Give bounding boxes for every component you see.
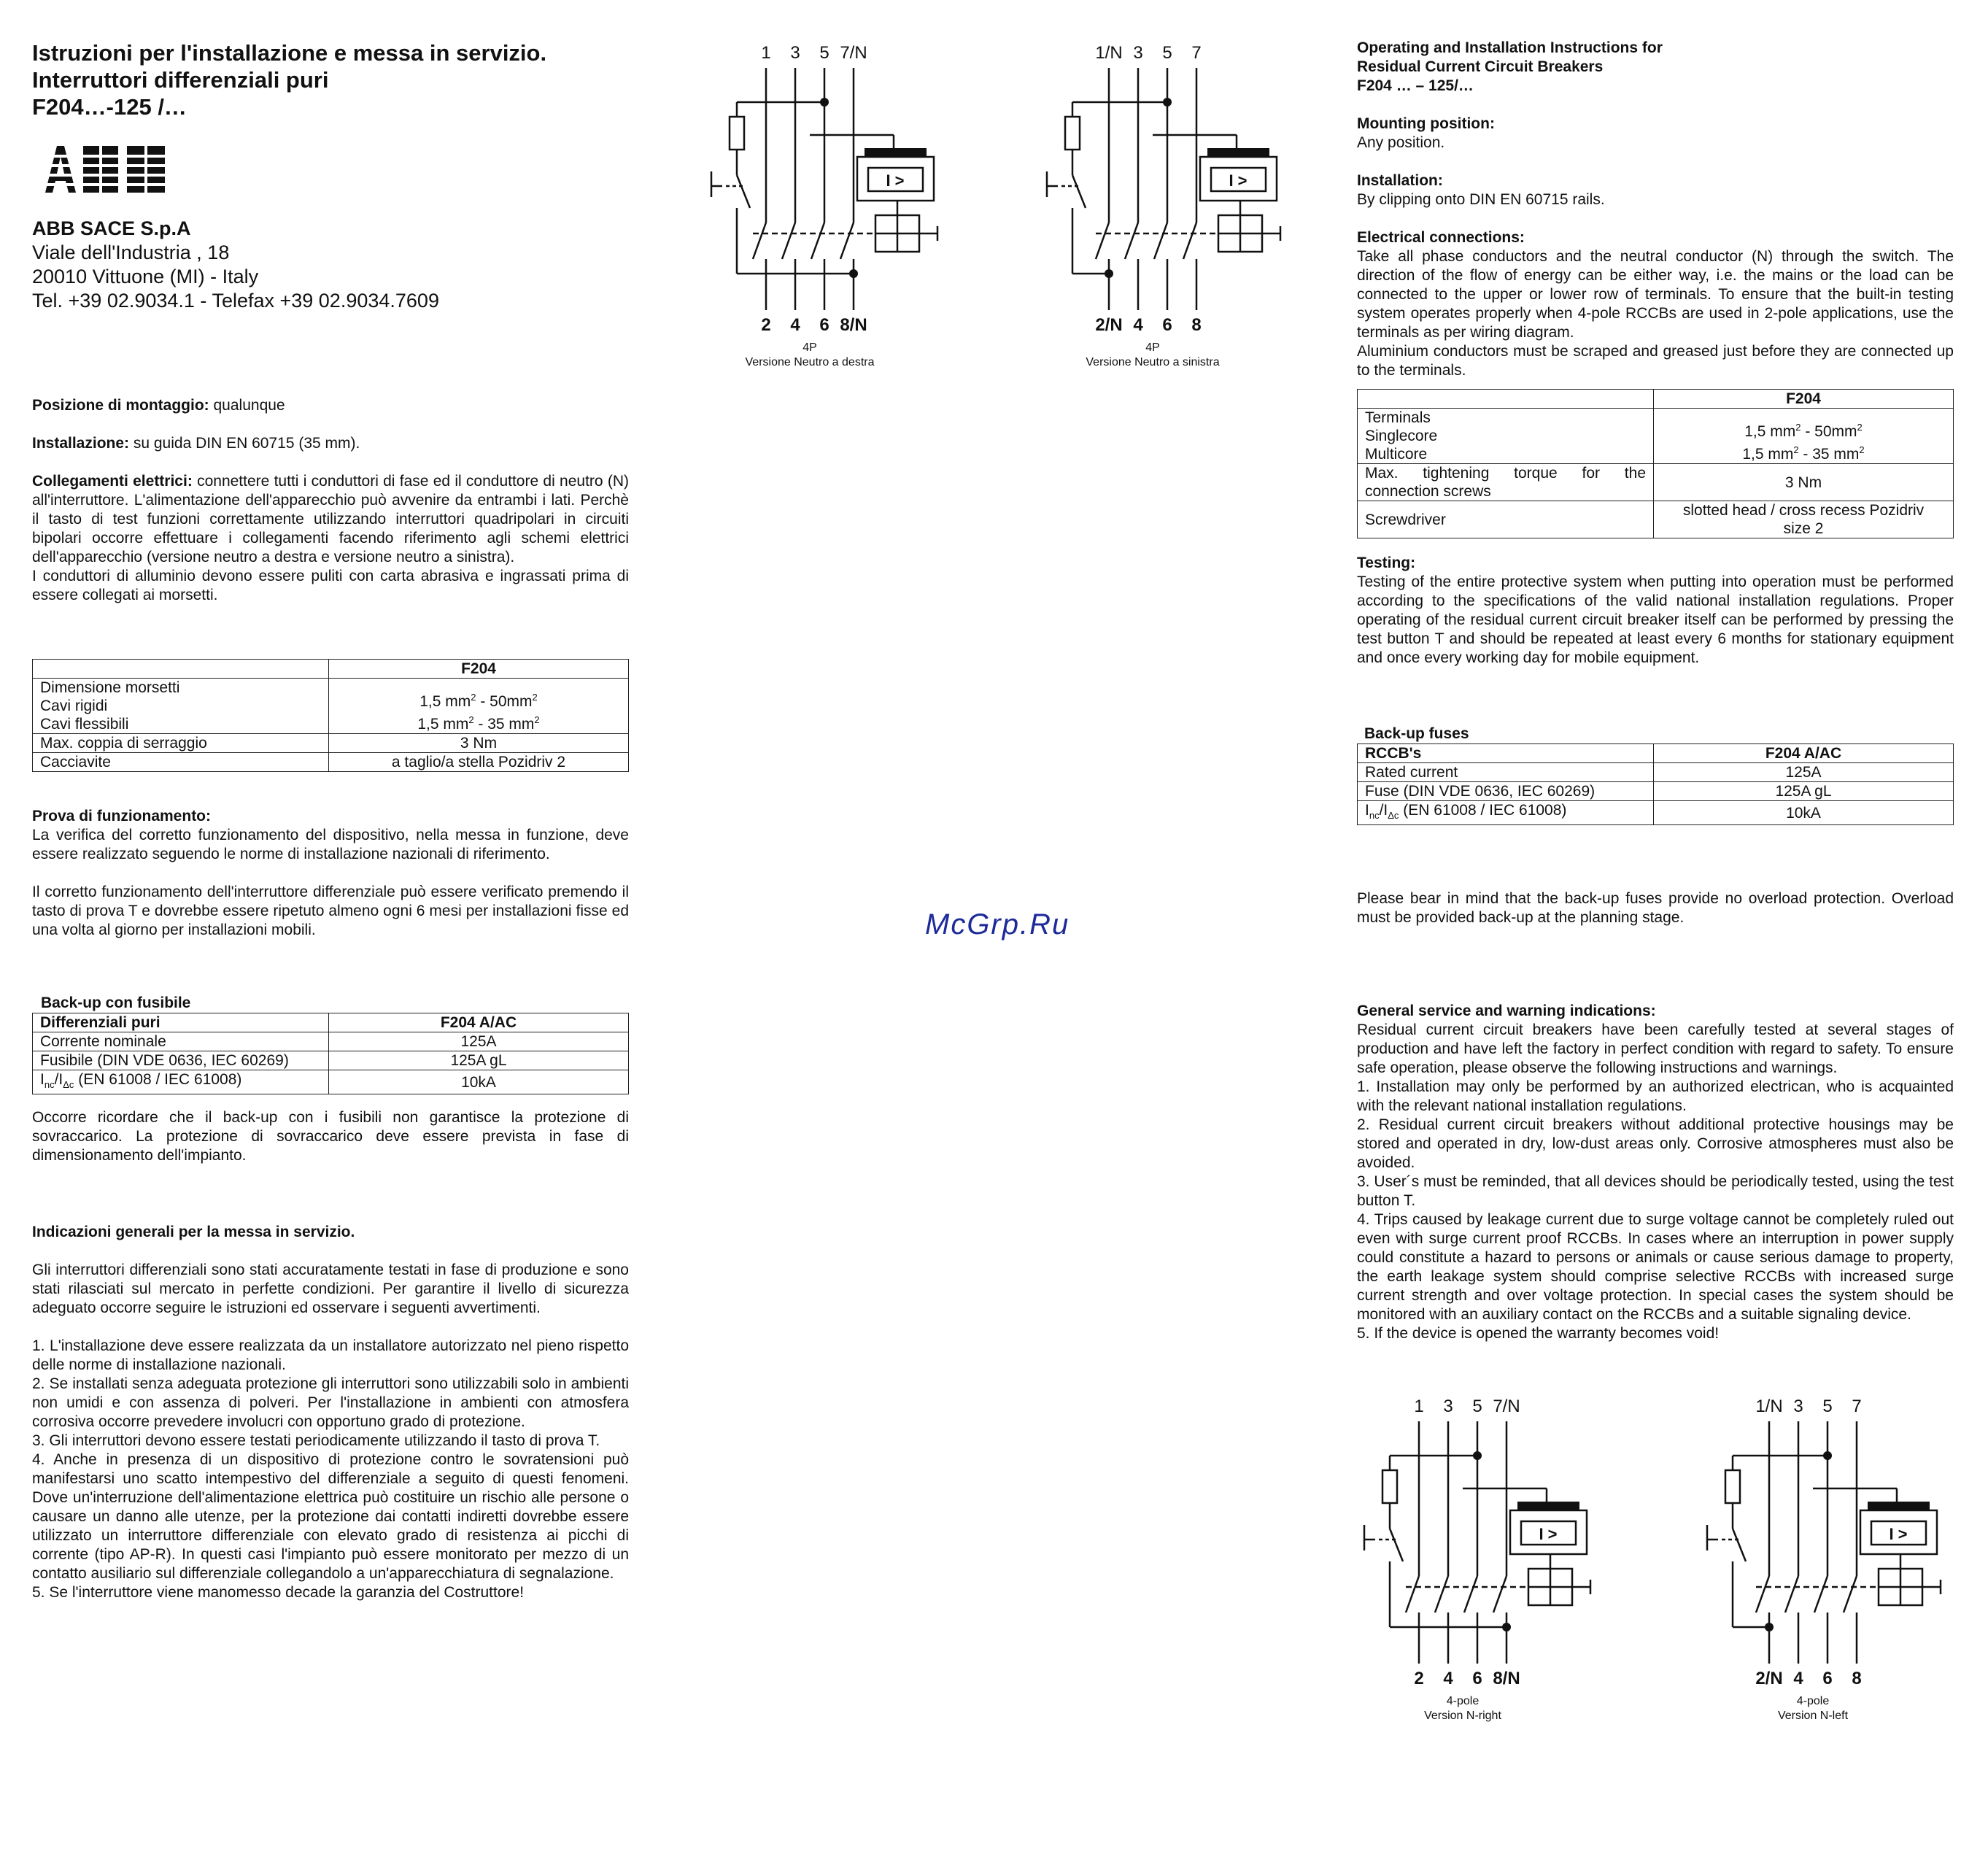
junction-dot — [1765, 1623, 1774, 1631]
terminal-label: 5 — [1822, 1397, 1833, 1416]
table-cell: $I_{nc}/I_{\Delta c}$ (EN 61008 / IEC 61008) — [1358, 801, 1654, 825]
junction-dot — [1163, 98, 1172, 107]
terminal-label: 3 — [1133, 43, 1143, 63]
table-cell: 125A gL — [329, 1051, 629, 1070]
testing-heading-it: Prova di funzionamento: — [32, 808, 212, 824]
test-resistor — [1382, 1470, 1397, 1503]
table-cell: 10kA — [1654, 801, 1954, 825]
diagram-caption: 4-pole — [1446, 1695, 1480, 1707]
table-cell: Fusibile (DIN VDE 0636, IEC 60269) — [33, 1051, 329, 1070]
connections-text-en: Take all phase conductors and the neutral conductor (N) through the switch. The direction of the flow of energy can be either way, i.e. the mains or the load can be connected to the upper or lower row of terminals. To ensure that the built-in testing system operates properly when 4-pole RCCBs are used in 2-pole applications, use the terminals as per wiring diagram. — [1357, 248, 1954, 341]
list-item: 2. Residual current circuit breakers without additional protective housings may be stored and operated in dry, low-dust areas only. Corrosive atmospheres must also be avoided. — [1357, 1116, 1954, 1171]
list-item: 3. User´s must be reminded, that all devices should be periodically tested, using the test button T. — [1357, 1173, 1954, 1209]
diagram-caption: Version N-left — [1777, 1710, 1849, 1722]
terminal-label: 7/N — [1493, 1397, 1520, 1416]
switch-contact — [1183, 223, 1196, 259]
terminal-label: 3 — [790, 43, 800, 63]
switch-contact — [1844, 1576, 1857, 1612]
list-item: 2. Se installati senza adeguata protezione gli interruttori sono utilizzabili solo in ambienti non umidi e con assenza di polveri. Per l'installazione in ambienti con atmosfera corrosiva occorre prevedere involucri con opportuno grado di protezione. — [32, 1375, 629, 1430]
terminal-label: 8/N — [1493, 1669, 1520, 1688]
terminal-label: 6 — [1822, 1669, 1833, 1688]
watermark: McGrp.Ru — [925, 908, 1070, 940]
table-cell: slotted head / cross recess Pozidriv size 2 — [1654, 501, 1954, 538]
list-item: 4. Trips caused by leakage current due to surge voltage cannot be completely ruled out even with surge current proof RCCBs. In cases where an interruption in power supply could constitute a hazard to persons or animals or cause serious damage to property, the earth leakage system should comprise selective RCCBs with increased surge current strength and over voltage protection. In special cases the system should be monitored with an auxiliary contact on the RCCBs and a suitable signaling device. — [1357, 1211, 1954, 1323]
terminal-label: 8/N — [840, 315, 867, 335]
list-item: 5. Se l'interruttore viene manomesso decade la garanzia del Costruttore! — [32, 1584, 525, 1601]
backup-note-en: Please bear in mind that the back-up fuses provide no overload protection. Overload must be provided back-up at the planning stage. — [1357, 890, 1954, 926]
installation-it: Installazione: su guida DIN EN 60715 (35 mm). — [32, 435, 360, 452]
terminal-label: 3 — [1443, 1397, 1453, 1416]
junction-dot — [1823, 1451, 1832, 1460]
terminal-label: 7 — [1852, 1397, 1862, 1416]
left-title-line-3: F204…-125 /… — [32, 94, 187, 120]
test-resistor — [730, 117, 744, 150]
table-cell: Dimensione morsetti Cavi rigidi Cavi flessibili — [33, 679, 329, 734]
connections-it: Collegamenti elettrici: connettere tutti i conduttori di fase ed il conduttore di neutro (N) all'interruttore. L'alimentazione dell'apparecchio può avvenire da entrambi i lati. Perchè il tasto di test funzioni correttamente utilizzando interruttori quadripolari in circuiti bipolari occorre effettuare i collegamenti facendo riferimento agli schemi elettrici dell'apparecchio (versione neutro a destra e versione neutro a sinistra). — [32, 473, 629, 565]
relay-symbol: I > — [1229, 171, 1248, 190]
switch-contact — [1125, 223, 1138, 259]
test-button-contact — [1072, 175, 1086, 208]
junction-dot — [820, 98, 829, 107]
table-cell: 1,5 $mm^2 - 50mm^2$ 1,5 $mm^2 - 35$ $mm^2$ — [1654, 409, 1954, 464]
test-resistor — [1725, 1470, 1740, 1503]
diagram-caption: 4P — [1145, 341, 1160, 354]
terminal-table-en — [1357, 389, 1954, 538]
relay-symbol: I > — [1539, 1525, 1558, 1543]
backup-caption-en: Back-up fuses — [1364, 725, 1469, 742]
terminal-label: 1 — [761, 43, 771, 63]
diagram-caption: 4P — [802, 341, 817, 354]
terminal-label: 2 — [1414, 1669, 1424, 1688]
junction-dot — [849, 269, 858, 278]
general-heading-en: General service and warning indications: — [1357, 1003, 1656, 1019]
backup-table-it — [32, 1013, 629, 1094]
terminal-label: 3 — [1793, 1397, 1803, 1416]
switch-contact — [782, 223, 795, 259]
company-block — [32, 217, 645, 313]
junction-dot — [1105, 269, 1113, 278]
current-transformer — [1517, 1502, 1579, 1510]
wiring-diagram-neutral-left — [1043, 40, 1306, 368]
address-line-2: 20010 Vittuone (MI) - Italy — [32, 266, 259, 287]
diagram-caption: 4-pole — [1796, 1695, 1830, 1707]
wiring-diagram-n-left — [1703, 1394, 1966, 1744]
table-cell: 125A — [1654, 763, 1954, 782]
table-header: Differenziali puri — [33, 1013, 329, 1032]
left-title-line-1: Istruzioni per l'installazione e messa in servizio. — [32, 40, 547, 66]
terminal-label: 7/N — [840, 43, 867, 63]
testing-p1-it: La verifica del corretto funzionamento del dispositivo, nella messa in funzione, deve essere realizzato seguendo le norme di installazione nazionali di riferimento. — [32, 827, 629, 862]
list-item: 1. Installation may only be performed by an authorized electrican, who is acquainted with the relevant national installation regulations. — [1357, 1078, 1954, 1114]
mounting-heading-en: Mounting position: — [1357, 115, 1495, 132]
list-item: 4. Anche in presenza di un dispositivo di protezione contro le sovratensioni può manifestarsi uno scatto intempestivo del differenziale a seguito di questi fenomeni. Dove un'interruzione dell'alimentazione elettrica può costituire un rischio alle persone o causare un danno alle utenze, per la protezione dai contatti indiretti dovrebbe essere utilizzato un interruttore differenziale con elevato grado di resistenza ai picchi di corrente (tipo AP-R). In questi casi l'impianto può essere monitorato per mezzo di un contatto ausiliario sul differenziale collegandolo a un'apparecchiatura di segnalazione. — [32, 1451, 629, 1582]
general-heading-it: Indicazioni generali per la messa in servizio. — [32, 1224, 355, 1240]
diagram-caption: Versione Neutro a sinistra — [1086, 356, 1220, 368]
terminal-label: 6 — [1472, 1669, 1482, 1688]
connections-heading-en: Electrical connections: — [1357, 229, 1525, 246]
backup-caption-it: Back-up con fusibile — [41, 994, 191, 1011]
aluminium-it: I conduttori di alluminio devono essere puliti con carta abrasiva e ingrassati prima di essere collegati ai morsetti. — [32, 568, 629, 603]
test-button-contact — [1390, 1529, 1403, 1561]
table-cell: Max. tightening torque for the connection screws — [1358, 464, 1654, 501]
abb-logo — [41, 146, 168, 196]
switch-contact — [1096, 223, 1109, 259]
terminal-label: 6 — [819, 315, 829, 335]
table-cell: $I_{nc}/I_{\Delta c}$ (EN 61008 / IEC 61008) — [33, 1070, 329, 1094]
switch-contact — [1493, 1576, 1507, 1612]
table-cell: Corrente nominale — [33, 1032, 329, 1051]
switch-contact — [1785, 1576, 1798, 1612]
list-item: 1. L'installazione deve essere realizzata da un installatore autorizzato nel pieno rispetto delle norme di installazione nazionali. — [32, 1337, 629, 1373]
current-transformer — [865, 148, 927, 157]
general-intro-en: Residual current circuit breakers have been carefully tested at several stages of production and have left the factory in perfect condition with regard to safety. To ensure safe operation, please observe the following instructions and warnings. — [1357, 1021, 1954, 1076]
installation-heading-en: Installation: — [1357, 172, 1443, 189]
terminal-label: 1 — [1414, 1397, 1424, 1416]
table-header: F204 A/AC — [329, 1013, 629, 1032]
switch-contact — [1154, 223, 1167, 259]
right-title-line-1: Operating and Installation Instructions for — [1357, 39, 1663, 56]
switch-contact — [1435, 1576, 1448, 1612]
switch-contact — [811, 223, 824, 259]
junction-dot — [1502, 1623, 1511, 1631]
diagram-caption: Versione Neutro a destra — [745, 356, 875, 368]
backup-table-en — [1357, 743, 1954, 825]
terminal-label: 6 — [1162, 315, 1172, 335]
terminal-label: 4 — [1133, 315, 1143, 335]
right-title-line-2: Residual Current Circuit Breakers — [1357, 58, 1604, 75]
terminal-label: 5 — [1472, 1397, 1482, 1416]
mounting-it: Posizione di montaggio: qualunque — [32, 397, 285, 414]
general-intro-it: Gli interruttori differenziali sono stati accuratamente testati in fase di produzione e sono stati rilasciati sul mercato in perfette condizioni. Per garantire il livello di sicurezza adeguato occorre seguire le istruzioni ed osservare i seguenti avvertimenti. — [32, 1262, 629, 1316]
test-resistor — [1065, 117, 1080, 150]
testing-heading-en: Testing: — [1357, 555, 1416, 571]
table-cell: 10kA — [329, 1070, 629, 1094]
table-cell: a taglio/a stella Pozidriv 2 — [329, 753, 629, 772]
table-header: RCCB's — [1358, 744, 1654, 763]
table-cell: Fuse (DIN VDE 0636, IEC 60269) — [1358, 782, 1654, 801]
table-cell: 3 Nm — [1654, 464, 1954, 501]
testing-text-en: Testing of the entire protective system when putting into operation must be performed according to the specifications of the valid national installation regulations. Proper operating of the residual current circuit breaker itself can be performed by pressing the test button T and should be repeated at least every 6 months for stationary equipment and once every working day for mobile equipment. — [1357, 573, 1954, 666]
testing-p2-it: Il corretto funzionamento dell'interruttore differenziale può essere verificato premendo il tasto di prova T e dovrebbe essere ripetuto almeno ogni 6 mesi per installazioni fisse ed una volta al giorno per installazioni mobili. — [32, 884, 629, 938]
wiring-diagram-n-right — [1353, 1394, 1616, 1744]
table-cell: 3 Nm — [329, 734, 629, 753]
terminal-label: 4 — [790, 315, 800, 335]
list-item: 3. Gli interruttori devono essere testati periodicamente utilizzando il tasto di prova T. — [32, 1432, 600, 1449]
terminal-label: 2/N — [1095, 315, 1123, 335]
terminal-label: 8 — [1852, 1669, 1862, 1688]
wiring-diagram-neutral-right — [700, 40, 963, 368]
left-title — [32, 39, 645, 120]
test-button-contact — [737, 175, 750, 208]
table-cell: 1,5 $mm^2 - 50mm^2$ 1,5 $mm^2 - 35$ $mm^2$ — [329, 679, 629, 734]
right-body-3 — [1357, 889, 1954, 927]
right-body-4 — [1357, 1002, 1954, 1343]
mounting-text-en: Any position. — [1357, 134, 1445, 151]
table-cell: 125A gL — [1654, 782, 1954, 801]
terminal-label: 2 — [761, 315, 771, 335]
switch-contact — [753, 223, 766, 259]
test-button-contact — [1733, 1529, 1746, 1561]
terminal-label: 5 — [819, 43, 829, 63]
company-name: ABB SACE S.p.A — [32, 217, 191, 239]
junction-dot — [1473, 1451, 1482, 1460]
right-body-1 — [1357, 39, 1954, 380]
switch-contact — [1756, 1576, 1769, 1612]
diagram-caption: Version N-right — [1424, 1710, 1501, 1722]
terminal-label: 4 — [1443, 1669, 1453, 1688]
aluminium-text-en: Aluminium conductors must be scraped and greased just before they are connected up to the terminals. — [1357, 343, 1954, 379]
switch-contact — [1814, 1576, 1828, 1612]
left-body-1 — [32, 396, 629, 605]
switch-contact — [840, 223, 854, 259]
list-item: 5. If the device is opened the warranty becomes void! — [1357, 1325, 1720, 1342]
left-title-line-2: Interruttori differenziali puri — [32, 67, 329, 93]
left-body-3 — [32, 1108, 629, 1165]
table-cell: Cacciavite — [33, 753, 329, 772]
terminal-table-it — [32, 659, 629, 772]
terminal-label: 1/N — [1755, 1397, 1783, 1416]
terminal-label: 8 — [1191, 315, 1202, 335]
right-title-line-3: F204 … – 125/… — [1357, 77, 1474, 94]
switch-contact — [1406, 1576, 1419, 1612]
left-body-4 — [32, 1223, 629, 1602]
table-header: F204 A/AC — [1654, 744, 1954, 763]
switch-contact — [1464, 1576, 1477, 1612]
terminal-label: 5 — [1162, 43, 1172, 63]
table-cell: Terminals Singlecore Multicore — [1358, 409, 1654, 464]
table-cell: Max. coppia di serraggio — [33, 734, 329, 753]
table-header: F204 — [1654, 390, 1954, 409]
address-line-1: Viale dell'Industria , 18 — [32, 242, 230, 263]
table-header: F204 — [329, 660, 629, 679]
terminal-label: 1/N — [1095, 43, 1123, 63]
table-cell: Rated current — [1358, 763, 1654, 782]
relay-symbol: I > — [1889, 1525, 1908, 1543]
relay-symbol: I > — [886, 171, 905, 190]
left-body-2 — [32, 807, 629, 940]
terminal-label: 7 — [1191, 43, 1202, 63]
backup-note-it: Occorre ricordare che il back-up con i fusibili non garantisce la protezione di sovraccarico. La protezione di sovraccarico deve essere prevista in fase di dimensionamento dell'impianto. — [32, 1109, 629, 1164]
installation-text-en: By clipping onto DIN EN 60715 rails. — [1357, 191, 1605, 208]
right-body-2 — [1357, 554, 1954, 668]
table-cell: 125A — [329, 1032, 629, 1051]
current-transformer — [1868, 1502, 1930, 1510]
terminal-label: 4 — [1793, 1669, 1803, 1688]
terminal-label: 2/N — [1755, 1669, 1783, 1688]
address-line-3: Tel. +39 02.9034.1 - Telefax +39 02.9034.7609 — [32, 290, 439, 312]
table-cell: Screwdriver — [1358, 501, 1654, 538]
current-transformer — [1207, 148, 1269, 157]
